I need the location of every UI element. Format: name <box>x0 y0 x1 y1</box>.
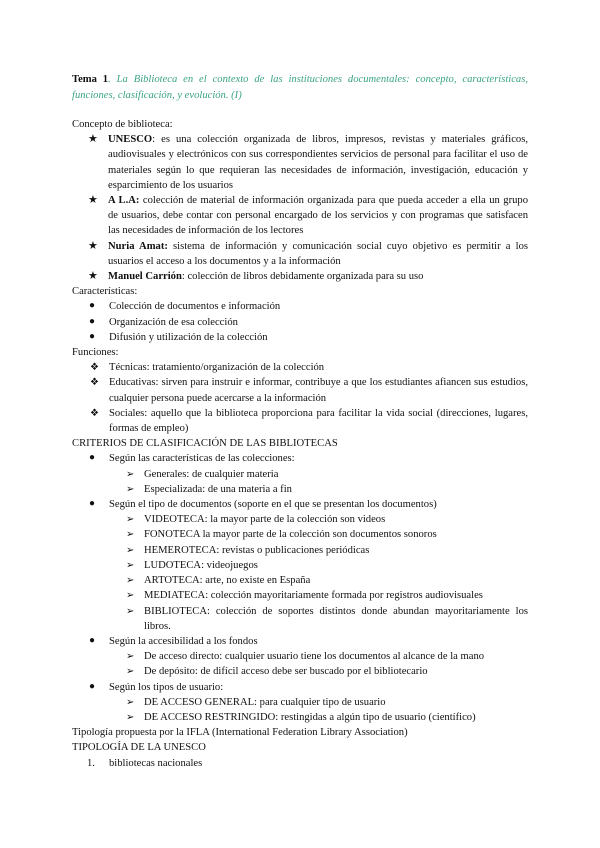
criterios-list <box>72 634 528 649</box>
arrow-icon: ➢ <box>126 514 135 526</box>
arrow-icon: ➢ <box>126 590 135 602</box>
star-icon: ★ <box>88 239 98 252</box>
term: Nuria Amat: <box>108 240 168 252</box>
sublist <box>72 467 528 497</box>
criterios-list <box>72 497 528 512</box>
item-text: MEDIATECA: colección mayoritariamente formada por registros audiovisuales <box>144 590 483 602</box>
list-item <box>72 497 528 512</box>
arrow-icon: ➢ <box>126 696 135 708</box>
list-item <box>72 680 528 695</box>
item-text: HEMEROTECA: revistas o publicaciones periódicas <box>144 544 370 556</box>
item-text: LUDOTECA: videojuegos <box>144 559 258 571</box>
list-item <box>72 527 528 542</box>
diamond-icon: ❖ <box>90 377 99 389</box>
term: UNESCO <box>108 134 153 146</box>
group-label: Según las características de las colecciones: <box>109 453 295 465</box>
sublist <box>72 512 528 634</box>
item-text: Especializada: de una materia a fin <box>144 483 292 495</box>
item-text: DE ACCESO RESTRINGIDO: restingidas a algún tipo de usuario (científico) <box>144 711 476 723</box>
document-title <box>72 72 528 104</box>
group-label: Según los tipos de usuario: <box>109 681 224 693</box>
bullet-icon: ● <box>89 634 96 646</box>
list-item <box>72 239 528 269</box>
item-text: Educativas: sirven para instruir e informar, contribuye a que los estudiantes afiancen sus estudios, cualquier persona puede acercarse a la información <box>109 377 528 404</box>
funciones-heading: Funciones: <box>72 347 119 359</box>
term: A L.A: <box>108 195 140 207</box>
list-item <box>72 512 528 527</box>
document-body <box>72 117 528 771</box>
item-text: DE ACCESO GENERAL: para cualquier tipo de usuario <box>144 696 386 708</box>
star-icon: ★ <box>88 270 98 283</box>
item-text: bibliotecas nacionales <box>109 757 203 769</box>
tipologia-unesco-heading: TIPOLOGÍA DE LA UNESCO <box>72 742 206 754</box>
list-item <box>72 375 528 405</box>
item-text: Organización de esa colección <box>109 316 238 328</box>
list-item <box>72 558 528 573</box>
list-item <box>72 193 528 239</box>
list-item <box>72 604 528 634</box>
list-item <box>72 315 528 330</box>
list-number: 1. <box>87 757 95 769</box>
arrow-icon: ➢ <box>126 605 135 617</box>
arrow-icon: ➢ <box>126 468 135 480</box>
list-item <box>72 360 528 375</box>
bullet-icon: ● <box>89 330 96 342</box>
bullet-icon: ● <box>89 498 96 510</box>
arrow-icon: ➢ <box>126 575 135 587</box>
list-item <box>72 132 528 193</box>
item-text: Generales: de cualquier materia <box>144 468 279 480</box>
title-text: . La Biblioteca en el contexto de las instituciones documentales: concepto, características, funciones, clasificación, y evolución. (I) <box>72 74 528 101</box>
item-text: Técnicas: tratamiento/organización de la colección <box>109 362 325 374</box>
criterios-list <box>72 680 528 695</box>
diamond-icon: ❖ <box>90 362 99 374</box>
item-text: FONOTECA la mayor parte de la colección son documentos sonoros <box>144 529 437 541</box>
list-item <box>72 695 528 710</box>
list-item <box>72 588 528 603</box>
funciones-list <box>72 360 528 436</box>
item-text: Colección de documentos e información <box>109 301 281 313</box>
caracteristicas-heading: Características: <box>72 286 138 298</box>
tipologia-ifla: Tipología propuesta por la IFLA (International Federation Library Association) <box>72 727 408 739</box>
item-text: BIBLIOTECA: colección de soportes distintos donde abundan mayoritariamente los libros. <box>144 605 528 632</box>
arrow-icon: ➢ <box>126 529 135 541</box>
list-item <box>72 573 528 588</box>
list-item <box>72 543 528 558</box>
sublist <box>72 649 528 679</box>
list-item <box>72 710 528 725</box>
caracteristicas-list <box>72 299 528 345</box>
arrow-icon: ➢ <box>126 666 135 678</box>
group-label: Según el tipo de documentos (soporte en el que se presentan los documentos) <box>109 499 437 511</box>
list-item <box>72 664 528 679</box>
bullet-icon: ● <box>89 315 96 327</box>
criterios-list <box>72 451 528 466</box>
list-item <box>72 299 528 314</box>
group-label: Según la accesibilidad a los fondos <box>109 635 258 647</box>
list-item <box>72 467 528 482</box>
term: Manuel Carrión <box>108 271 182 283</box>
bullet-icon: ● <box>89 300 96 312</box>
diamond-icon: ❖ <box>90 407 99 419</box>
bullet-icon: ● <box>89 452 96 464</box>
item-text: Difusión y utilización de la colección <box>109 331 268 343</box>
item-text: De depósito: de difícil acceso debe ser buscado por el bibliotecario <box>144 666 428 678</box>
definition: : es una colección organizada de libros, impresos, revistas y materiales gráficos, audiovisuales y electrónicos con sus correspondientes servicios de personal para facilitar el uso de materiales según lo que requieran las necesidades de información, investigación, educación y esparcimiento de los usuarios <box>108 134 528 191</box>
arrow-icon: ➢ <box>126 711 135 723</box>
star-icon: ★ <box>88 194 98 207</box>
bullet-icon: ● <box>89 680 96 692</box>
definition: sistema de información y comunicación social cuyo objetivo es permitir a los usuarios el acceso a los documentos y a la información <box>108 240 528 267</box>
list-item <box>72 756 528 771</box>
arrow-icon: ➢ <box>126 544 135 556</box>
arrow-icon: ➢ <box>126 483 135 495</box>
list-item <box>72 649 528 664</box>
concepto-list <box>72 132 528 284</box>
arrow-icon: ➢ <box>126 559 135 571</box>
definition: colección de material de información organizada para que pueda acceder a ella un grupo de usuarios, debe contar con personal encargado de los servicios y con programas que satisfacen las necesidades de información de los lectores <box>108 195 529 237</box>
item-text: De acceso directo: cualquier usuario tiene los documentos al alcance de la mano <box>144 651 485 663</box>
list-item <box>72 269 528 284</box>
concepto-heading: Concepto de biblioteca: <box>72 119 173 130</box>
list-item <box>72 451 528 466</box>
arrow-icon: ➢ <box>126 651 135 663</box>
item-text: ARTOTECA: arte, no existe en España <box>144 575 311 587</box>
criterios-heading: CRITERIOS DE CLASIFICACIÓN DE LAS BIBLIOTECAS <box>72 438 338 450</box>
list-item <box>72 482 528 497</box>
item-text: Sociales: aquello que la biblioteca proporciona para facilitar la vida social (direcciones, lugares, formas de empleo) <box>109 407 528 435</box>
list-item <box>72 634 528 649</box>
title-bold: Tema 1 <box>72 74 109 85</box>
tipologia-unesco-list <box>72 756 528 771</box>
definition: : colección de libros debidamente organizada para su uso <box>181 271 424 283</box>
list-item <box>72 406 528 436</box>
list-item <box>72 330 528 345</box>
star-icon: ★ <box>88 133 98 146</box>
item-text: VIDEOTECA: la mayor parte de la colección son videos <box>144 514 386 526</box>
sublist <box>72 695 528 725</box>
